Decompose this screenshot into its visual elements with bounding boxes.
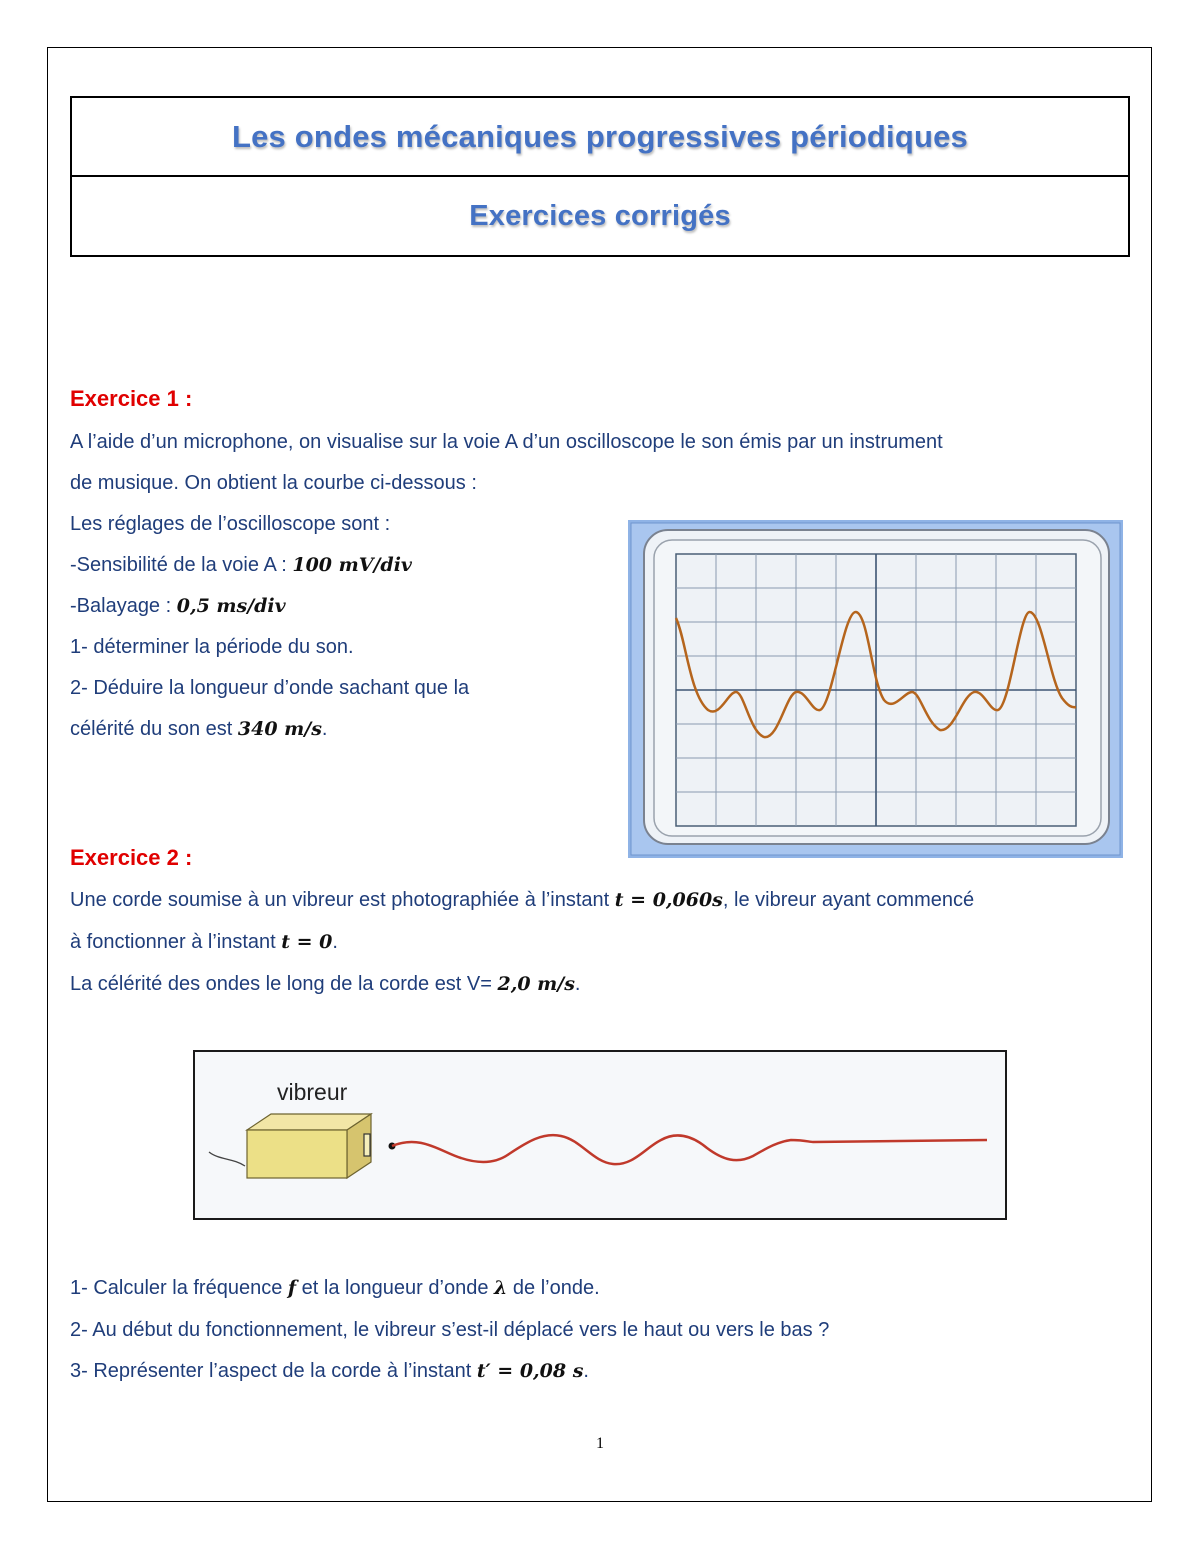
- subtitle-row: [72, 177, 1128, 256]
- ex2-l2-text: à fonctionner à l’instant: [70, 931, 282, 953]
- document-title: Les ondes mécaniques progressives périodiques: [231, 118, 969, 154]
- exercise-2-heading: Exercice 2 :: [70, 845, 193, 870]
- ex1-question-2b: [70, 718, 327, 741]
- oscilloscope-screen: [628, 520, 1123, 858]
- q1-mid: et la longueur d’onde: [296, 1277, 495, 1299]
- ex1-question-2a: 2- Déduire la longueur d’onde sachant que la: [70, 677, 470, 699]
- instant-prime-value: t′ = 0,08 s: [476, 1360, 584, 1382]
- vibrator-label: vibreur: [277, 1079, 348, 1105]
- ex1-line-1: A l’aide d’un microphone, on visualise sur la voie A d’un oscilloscope le son émis par un instrument: [70, 431, 943, 453]
- q3-end: .: [583, 1360, 589, 1382]
- document-subtitle: Exercices corrigés: [469, 200, 731, 232]
- ex2-line-1: [70, 889, 974, 912]
- exercise-1-heading: Exercice 1 :: [70, 386, 193, 411]
- ex2-line-3: [70, 973, 580, 996]
- oscilloscope-image: [628, 520, 1123, 858]
- ex2-question-3: [70, 1360, 589, 1383]
- start-instant: t = 0: [281, 931, 333, 953]
- frequency-symbol: f: [287, 1277, 297, 1299]
- wave-speed-value: 2,0 m/s: [497, 973, 575, 995]
- ex1-sensitivity: [70, 554, 412, 577]
- title-row: [72, 98, 1128, 177]
- q1-end: de l’onde.: [507, 1277, 600, 1299]
- vibrator-diagram: [193, 1050, 1007, 1220]
- ex1-line-3: Les réglages de l’oscilloscope sont :: [70, 513, 391, 535]
- lambda-symbol: λ: [494, 1277, 508, 1299]
- ex2-question-2: 2- Au début du fonctionnement, le vibreur s’est-il déplacé vers le haut ou vers le bas ?: [70, 1319, 830, 1341]
- ex2-question-1: [70, 1277, 600, 1300]
- ex2-l1-end: , le vibreur ayant commencé: [722, 889, 975, 911]
- ex1-question-1: 1- déterminer la période du son.: [70, 636, 354, 658]
- ex2-l3-end: .: [574, 973, 581, 995]
- ex2-l2-end: .: [332, 931, 338, 953]
- instant-value: t = 0,060s: [614, 889, 723, 911]
- ex2-l1-text: Une corde soumise à un vibreur est photographiée à l’instant: [70, 889, 615, 911]
- title-box: [70, 96, 1130, 257]
- ex1-line-2: de musique. On obtient la courbe ci-dessous :: [70, 472, 477, 494]
- vibrator-image: [193, 1050, 1007, 1220]
- ex2-l3-text: La célérité des ondes le long de la corde est V=: [70, 973, 498, 995]
- q2b-end: .: [321, 718, 328, 740]
- sound-speed-value: 340 m/s: [237, 718, 322, 740]
- q3-text: 3- Représenter l’aspect de la corde à l’instant: [70, 1360, 477, 1382]
- sensitivity-label: -Sensibilité de la voie A :: [70, 554, 293, 576]
- ex1-sweep: [70, 595, 286, 618]
- q1-text: 1- Calculer la fréquence: [70, 1277, 288, 1299]
- q2b-text: célérité du son est: [70, 718, 238, 740]
- sweep-value: 0,5 ms/div: [176, 595, 286, 617]
- sensitivity-value: 100 mV/div: [292, 554, 412, 576]
- sweep-label: -Balayage :: [70, 595, 177, 617]
- vibrator-box: [247, 1130, 347, 1178]
- page-number: 1: [596, 1435, 604, 1452]
- ex2-line-2: [70, 931, 338, 954]
